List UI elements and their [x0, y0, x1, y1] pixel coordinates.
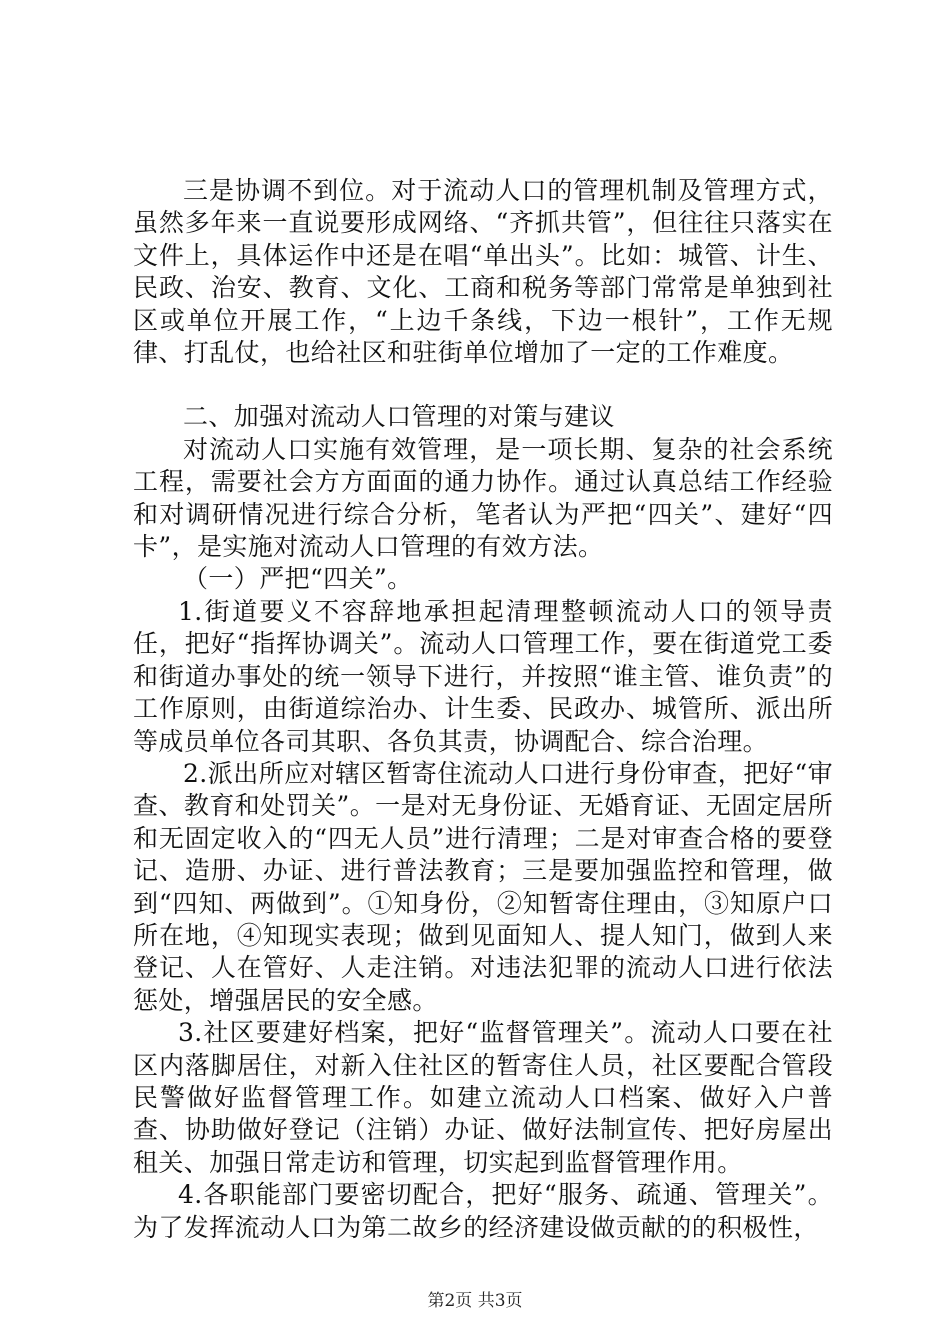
paragraph-coordination: 三是协调不到位。对于流动人口的管理机制及管理方式，虽然多年来一直说要形成网络、“齐抓共管”，但往往只落实在文件上，具体运作中还是在唱“单出头”。比如：城管、计生、民政、治安、教育、文化、工商和税务等部门常常是单独到社区或单位开展工作，“上边千条线，下边一根针”，工作无规律、打乱仗，也给社区和驻街单位增加了一定的工作难度。 — [133, 176, 833, 368]
section-heading: 二、加强对流动人口管理的对策与建议 — [183, 402, 615, 432]
list-item-4: 4.各职能部门要密切配合，把好“服务、疏通、管理关”。为了发挥流动人口为第二故乡的经济建设做贡献的的积极性， — [133, 1180, 833, 1242]
sub-heading: （一）严把“四关”。 — [183, 564, 413, 594]
document-body — [133, 175, 833, 1244]
paragraph-intro: 对流动人口实施有效管理，是一项长期、复杂的社会系统工程，需要社会方方面面的通力协作。通过认真总结工作经验和对调研情况进行综合分析，笔者认为严把“四关”、建好“四卡”，是实施对流动人口管理的有效方法。 — [133, 434, 833, 562]
list-item-3: 3.社区要建好档案，把好“监督管理关”。流动人口要在社区内落脚居住，对新入住社区的暂寄住人员，社区要配合管段民警做好监督管理工作。如建立流动人口档案、做好入户普查、协助做好登记（注销）办证、做好法制宣传、把好房屋出租关、加强日常走访和管理，切实起到监督管理作用。 — [133, 1018, 833, 1177]
list-item-1: 1.街道要义不容辞地承担起清理整顿流动人口的领导责任，把好“指挥协调关”。流动人口管理工作，要在街道党工委和街道办事处的统一领导下进行，并按照“谁主管、谁负责”的工作原则，由街道综治办、计生委、民政办、城管所、派出所等成员单位各司其职、各负其责，协调配合、综合治理。 — [133, 596, 833, 756]
page-footer: 第2页 共3页 — [427, 1291, 523, 1311]
list-item-2: 2.派出所应对辖区暂寄住流动人口进行身份审查，把好“审查、教育和处罚关”。一是对无身份证、无婚育证、无固定居所和无固定收入的“四无人员”进行清理；二是对审查合格的要登记、造册、办证、进行普法教育；三是要加强监控和管理，做到“四知、两做到”。①知身份，②知暂寄住理由，③知原户口所在地，④知现实表现；做到见面知人、提人知门，做到人来登记、人在管好、人走注销。对违法犯罪的流动人口进行依法惩处，增强居民的安全感。 — [133, 758, 833, 1015]
